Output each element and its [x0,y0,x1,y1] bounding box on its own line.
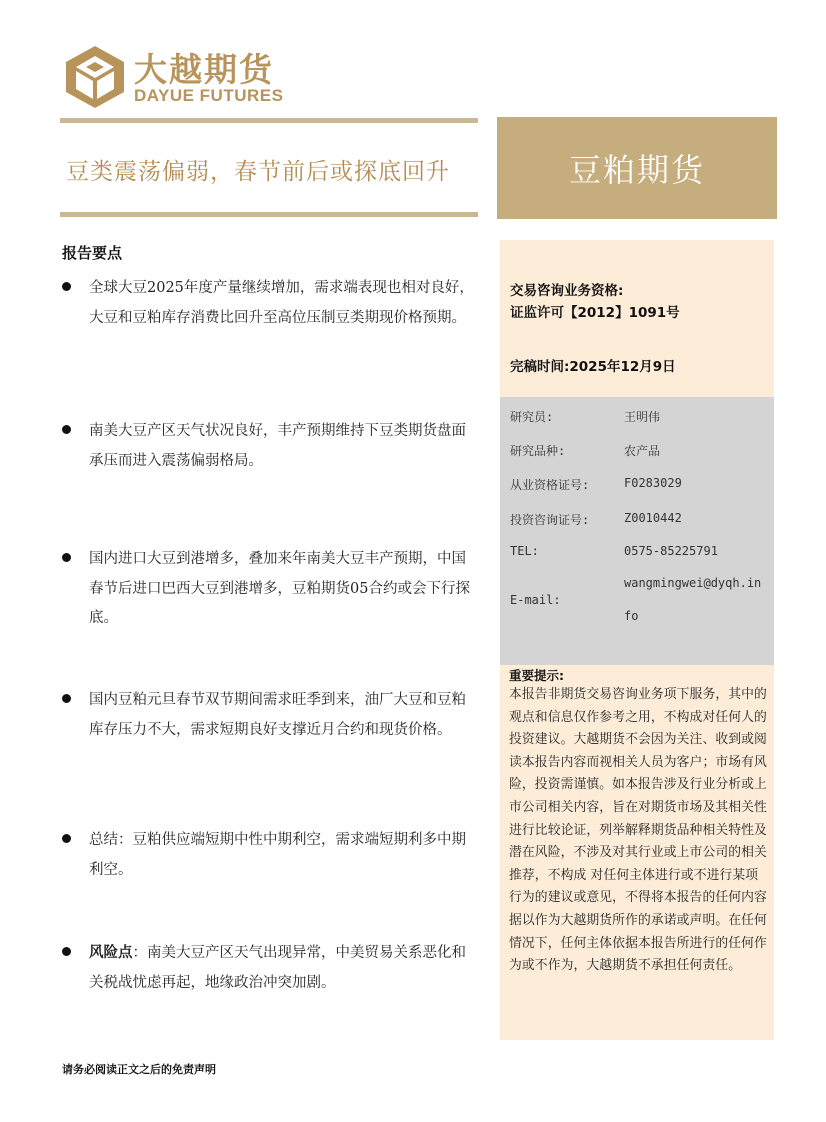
advisory-value: Z0010442 [624,511,682,525]
key-point [62,686,480,745]
email-value-cont[interactable]: fo [624,609,639,623]
logo-name-en: DAYUE FUTURES [134,86,284,105]
cert-value: F0283029 [624,476,682,490]
bullet-icon [62,947,71,956]
researcher-value: 王明伟 [624,410,661,424]
variety-value: 农产品 [624,444,661,458]
logo-name-cn: 大越期货 [134,50,274,89]
email-label: E-mail: [510,593,561,607]
section-heading: 报告要点 [62,244,123,262]
category-box [497,117,777,219]
bullet-icon [62,282,71,291]
bullet-icon [62,425,71,434]
risk-label: 风险点 [89,945,133,961]
tel-value: 0575-85225791 [624,544,718,558]
cert-label: 从业资格证号: [510,478,590,492]
company-logo [64,42,294,112]
title-top-rule [60,118,478,123]
category-label: 豆粕期货 [568,151,705,189]
notice-heading: 重要提示: [509,668,564,683]
completion-date: 完稿时间:2025年12月9日 [510,359,676,375]
bullet-icon [62,834,71,843]
footer-disclaimer: 请务必阅读正文之后的免责声明 [62,1063,216,1076]
bullet-icon [62,553,71,562]
important-notice [509,668,767,978]
researcher-label: 研究员: [510,410,554,424]
logo-mark-icon [64,44,126,110]
key-point [62,826,480,885]
key-point-text: 国内豆粕元旦春节双节期间需求旺季到来，油厂大豆和豆粕库存压力不大，需求短期良好支撑近月合约和现货价格。 [89,692,466,738]
notice-body: 本报告非期货交易咨询业务项下服务，其中的观点和信息仅作参考之用，不构成对任何人的投资建议。大越期货不会因为关注、收到或阅读本报告内容而视相关人员为客户；市场有风险，投资需谨慎。如本报告涉及行业分析或上市公司相关内容，旨在对期货市场及其相关性进行比较论证，列举解释期货品种相关特性及潜在风险，不涉及对其行业或上市公司的相关推荐，不构成 对任何主体进行或不进行某项行为的建议或意见，不得将本报告的任何内容据以作为大越期货所作的承诺或声明。在任何情况下，任何主体依据本报告所进行的任何作为或不作为，大越期货不承担任何责任。 [509,687,767,974]
key-point-risk [62,939,480,998]
qualification: 交易咨询业务资格: 证监许可【2012】1091号 [510,283,680,321]
key-point-text: 南美大豆产区天气状况良好，丰产预期维持下豆类期货盘面承压而进入震荡偏弱格局。 [89,423,466,469]
tel-label: TEL: [510,544,539,558]
report-title: 豆类震荡偏弱，春节前后或探底回升 [66,159,450,185]
key-point-text: 全球大豆2025年度产量继续增加，需求端表现也相对良好，大豆和豆粕库存消费比回升至高位压制豆类期现价格预期。 [89,280,474,326]
email-value[interactable]: wangmingwei@dyqh.in [624,576,762,590]
analyst-info [500,397,774,665]
bullet-icon [62,694,71,703]
key-point [62,417,480,476]
key-point [62,274,480,333]
title-bottom-rule [60,212,478,217]
key-point [62,545,480,634]
key-point-text: 国内进口大豆到港增多，叠加来年南美大豆丰产预期，中国春节后进口巴西大豆到港增多，豆粕期货05合约或会下行探底。 [89,551,470,626]
key-point-text: 总结：豆粕供应端短期中性中期利空，需求端短期利多中期利空。 [89,832,466,878]
advisory-label: 投资咨询证号: [510,513,590,527]
variety-label: 研究品种: [510,444,566,458]
key-point-text: ：南美大豆产区天气出现异常，中美贸易关系恶化和关税战忧虑再起，地缘政治冲突加剧。 [89,945,466,991]
